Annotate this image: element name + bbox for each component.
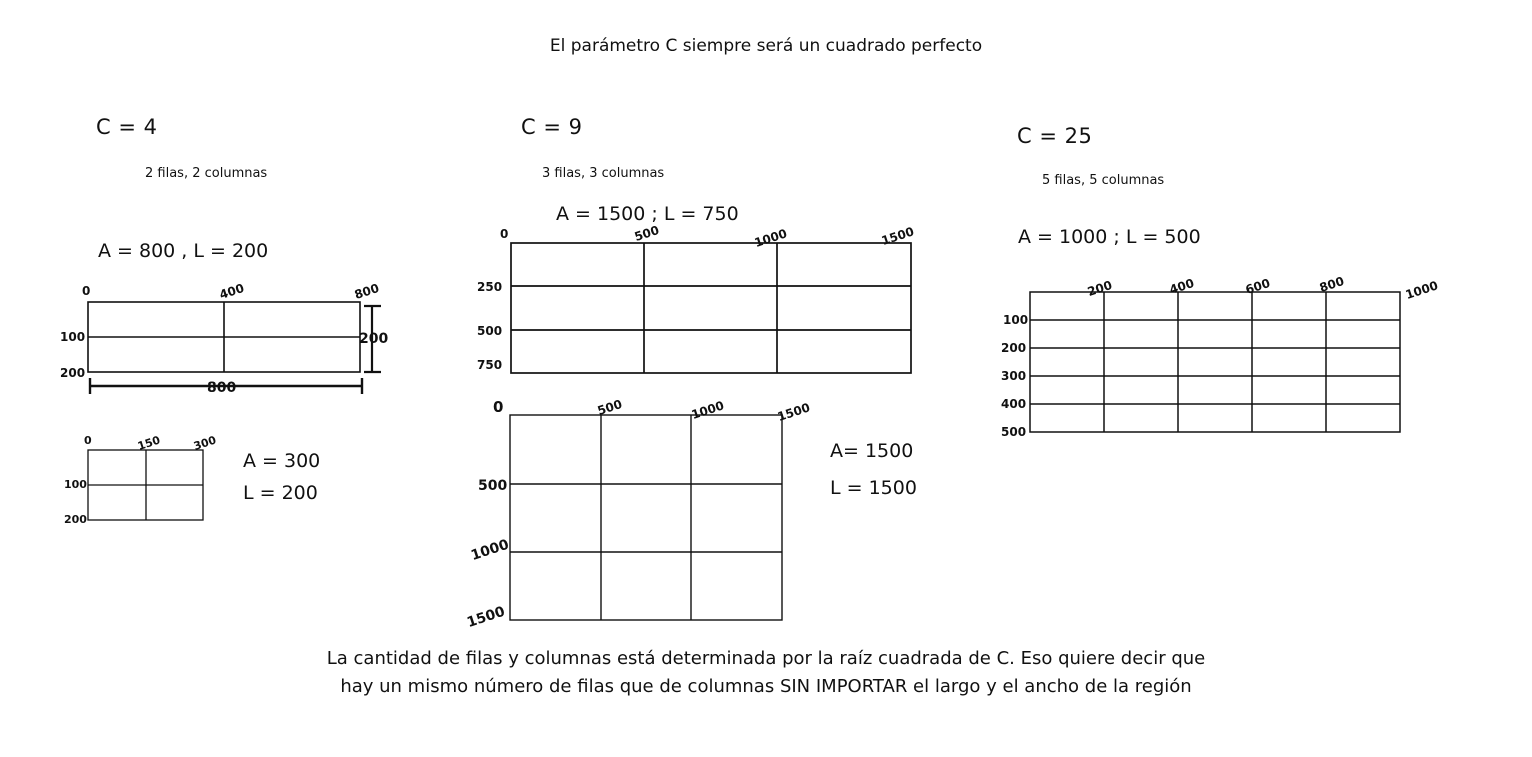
x-tick: 0	[82, 284, 91, 298]
x-tick: 1000	[689, 398, 726, 422]
section-subtitle-c4: 2 filas, 2 columnas	[145, 166, 268, 181]
x-tick: 0	[500, 227, 509, 241]
grid-label-length-c4-second: L = 200	[243, 482, 318, 504]
x-tick: 1500	[775, 400, 812, 424]
grid-label-area-c9-second: A= 1500	[830, 440, 914, 462]
x-tick: 150	[135, 433, 162, 453]
y-tick: 500	[478, 478, 508, 494]
x-tick: 400	[217, 280, 246, 302]
x-tick: 200	[1085, 277, 1114, 299]
x-tick: 0	[84, 434, 92, 447]
x-tick: 800	[1317, 273, 1346, 295]
section-subtitle-c25: 5 filas, 5 columnas	[1042, 173, 1165, 188]
page-title: El parámetro C siempre será un cuadrado perfecto	[549, 36, 983, 56]
y-tick: 100	[64, 478, 87, 491]
x-tick: 800	[352, 280, 381, 302]
x-tick: 1000	[752, 226, 789, 250]
y-tick: 100	[1003, 313, 1029, 327]
grid-label-c9-first: A = 1500 ; L = 750	[556, 203, 739, 225]
grid-label-area-c4-second: A = 300	[243, 450, 321, 472]
footer-line-2: hay un mismo número de filas que de columnas SIN IMPORTAR el largo y el ancho de la región	[340, 675, 1192, 697]
y-tick: 200	[64, 513, 87, 526]
width-measure-label: 800	[207, 380, 237, 396]
y-tick: 400	[1001, 397, 1027, 411]
y-tick: 500	[477, 324, 503, 338]
x-tick: 0	[493, 398, 504, 416]
y-tick: 250	[477, 280, 503, 294]
y-tick: 200	[1001, 341, 1027, 355]
x-tick: 1000	[1403, 278, 1440, 302]
section-heading-c4: C = 4	[96, 115, 158, 139]
x-tick: 400	[1167, 275, 1196, 297]
x-tick: 500	[632, 222, 661, 244]
y-tick: 1500	[465, 603, 508, 631]
grid-label-c25: A = 1000 ; L = 500	[1018, 226, 1201, 248]
height-measure-label: 200	[359, 331, 389, 347]
x-tick: 300	[191, 433, 218, 453]
x-tick: 500	[595, 396, 624, 418]
section-heading-c25: C = 25	[1017, 124, 1093, 148]
y-tick: 1000	[469, 536, 512, 564]
y-tick: 100	[60, 330, 86, 344]
footer-line-1: La cantidad de filas y columnas está determinada por la raíz cuadrada de C. Eso quiere decir que	[326, 648, 1206, 669]
footer-note	[0, 645, 1532, 701]
y-tick: 300	[1001, 369, 1027, 383]
x-tick: 1500	[879, 224, 916, 248]
y-tick: 750	[477, 358, 503, 372]
y-tick: 200	[60, 366, 86, 380]
section-subtitle-c9: 3 filas, 3 columnas	[542, 166, 665, 181]
y-tick: 500	[1001, 425, 1027, 439]
section-heading-c9: C = 9	[521, 115, 583, 139]
x-tick: 600	[1243, 275, 1272, 297]
grid-label-c4-first: A = 800 , L = 200	[98, 240, 269, 262]
grid-label-length-c9-second: L = 1500	[830, 477, 917, 499]
